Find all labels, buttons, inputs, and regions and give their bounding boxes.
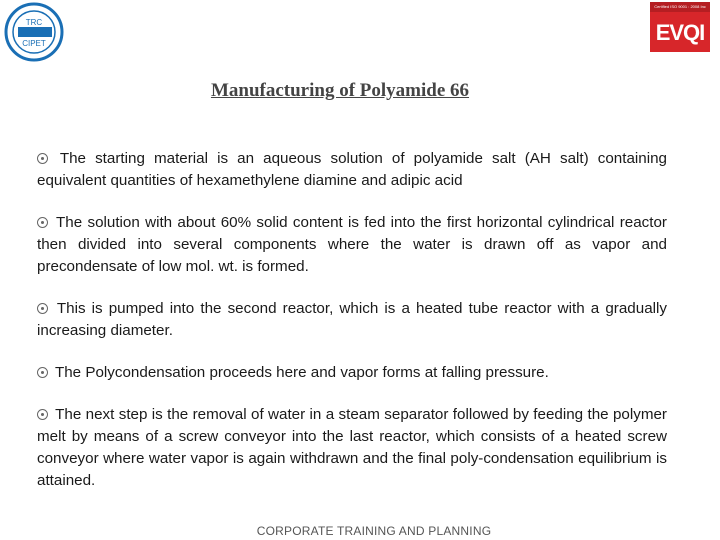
logo-line-2: CIPET [22, 39, 46, 48]
evqi-logo [650, 2, 710, 52]
bullet-text: The Polycondensation proceeds here and vapor forms at falling pressure. [54, 364, 549, 381]
page-title: Manufacturing of Polyamide 66 [210, 80, 470, 101]
bullet-text: The starting material is an aqueous solution of polyamide salt (AH salt) containing equivalent quantities of hexamethylene diamine and adipic acid [37, 150, 667, 189]
bullet-text: This is pumped into the second reactor, which is a heated tube reactor with a gradually increasing diameter. [37, 300, 667, 339]
bullet-text: The solution with about 60% solid content is fed into the first horizontal cylindrical reactor then divided into several components where the water is drawn off as vapor and precondensate of low mol. wt. is formed. [37, 214, 667, 275]
bullet-icon [37, 303, 48, 314]
cipet-logo [2, 2, 66, 62]
brand-text: EVQI [655, 20, 705, 45]
cert-text: Certified ISO 9001 : 2008 Inc [650, 2, 710, 12]
bullet-item [37, 148, 667, 192]
bullet-icon [37, 217, 48, 228]
bullet-item [37, 212, 667, 278]
bullet-item [37, 404, 667, 492]
footer-text: CORPORATE TRAINING AND PLANNING [256, 524, 492, 538]
bullet-item [37, 362, 667, 384]
bullet-icon [37, 153, 48, 164]
bullet-list [37, 148, 667, 492]
bullet-text: The next step is the removal of water in a steam separator followed by feeding the polymer melt by means of a screw conveyor into the last reactor, which consists of a heated screw conveyor where water vapor is again withdrawn and the final poly-condensation equilibrium is attained. [37, 406, 667, 489]
logo-line-1: TRC [25, 18, 43, 27]
bullet-icon [37, 409, 48, 420]
bullet-icon [37, 367, 48, 378]
bullet-item [37, 298, 667, 342]
